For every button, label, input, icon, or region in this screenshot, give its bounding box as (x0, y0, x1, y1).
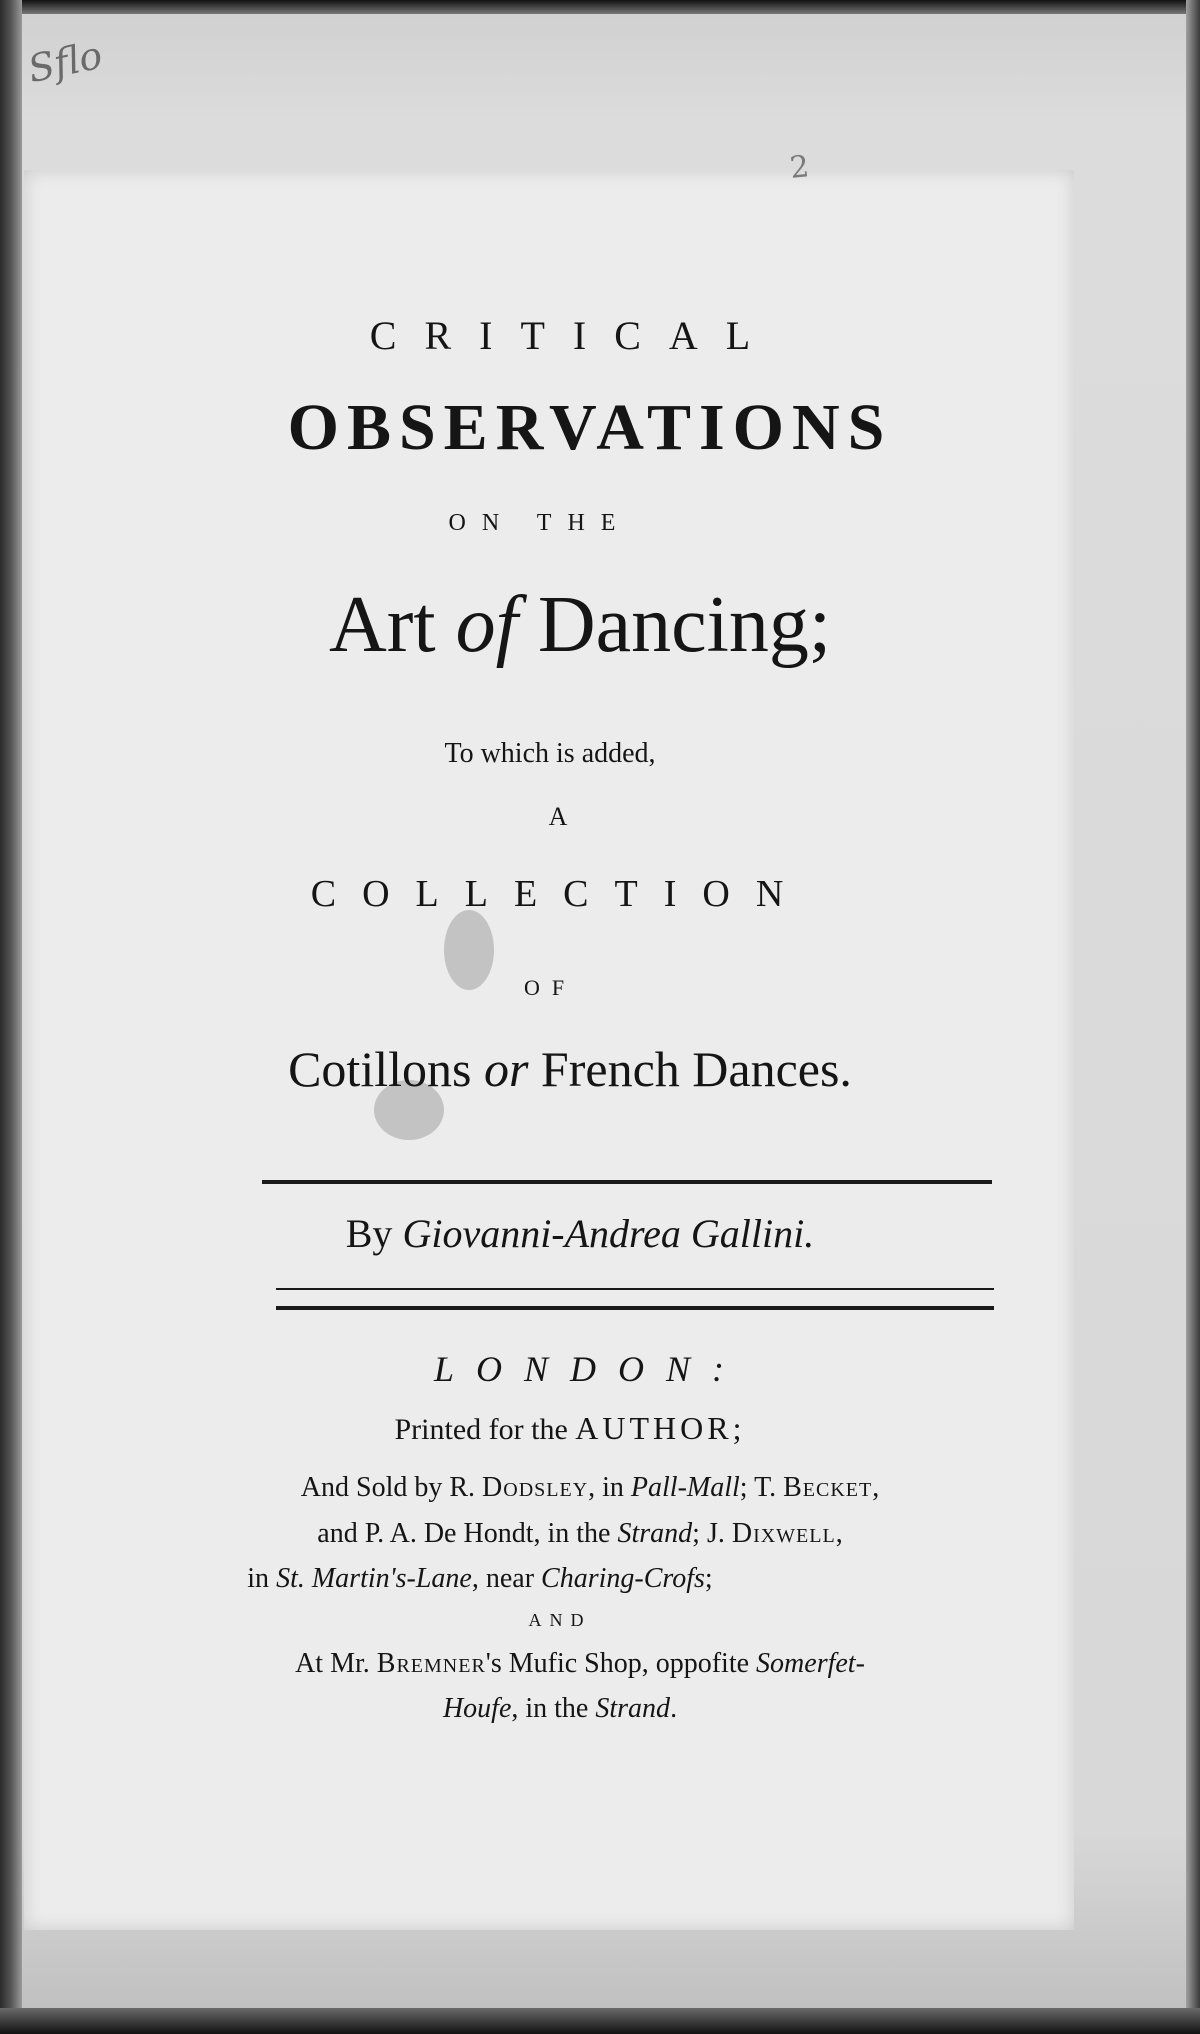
imprint-name-bremner: Bremner (376, 1648, 486, 1679)
imprint-place-strand: Strand (617, 1518, 693, 1549)
rule-above-author (262, 1180, 992, 1184)
rule-below-author-thin (276, 1288, 994, 1290)
imprint-sold-line-2 (0, 1518, 1180, 1550)
imprint-printed-for (0, 1410, 1170, 1447)
rule-below-author-thick (276, 1306, 994, 1310)
title-word-of: of (455, 581, 518, 669)
imprint-sold-line-3 (0, 1563, 1080, 1595)
imprint-printed-for-text: Printed for the (394, 1413, 568, 1446)
imprint-name-becket: Becket (783, 1472, 873, 1503)
imprint-bremner-line-1 (0, 1648, 1180, 1680)
subtitle-cotillons (0, 1040, 1170, 1098)
author-by: By (345, 1211, 393, 1256)
title-line-critical: CRITICAL (369, 313, 779, 358)
imprint-and: AND (528, 1610, 592, 1630)
title-word-art: Art (328, 581, 436, 669)
title-word-dancing: Dancing; (537, 581, 832, 669)
title-line-on-the: ON THE (448, 510, 632, 536)
imprint-place-pall-mall: Pall-Mall (630, 1472, 740, 1503)
imprint-author-caps: AUTHOR; (575, 1410, 746, 1446)
subtitle-word-or: or (483, 1041, 529, 1097)
imprint-place-strand: Strand (595, 1693, 671, 1724)
subtitle-a: A (548, 802, 572, 831)
imprint-text: , in the (511, 1693, 596, 1724)
imprint-text: , (872, 1472, 880, 1503)
imprint-bremner-line-2 (0, 1693, 1160, 1725)
imprint-text: And Sold by R. (300, 1472, 483, 1503)
imprint-text: in (247, 1563, 277, 1594)
subtitle-word-french-dances: French Dances. (540, 1041, 852, 1097)
imprint-place-charing-cross: Charing-Crofs (541, 1563, 705, 1594)
author-line (0, 1210, 1180, 1257)
title-line-observations: OBSERVATIONS (287, 391, 893, 464)
subtitle-to-which: To which is added, (444, 738, 656, 769)
imprint-place-st-martins-lane: St. Martin's-Lane (276, 1563, 472, 1594)
subtitle-of: OF (523, 975, 577, 1000)
imprint-place-house: Houfe (442, 1693, 512, 1724)
imprint-text: , near (471, 1563, 542, 1594)
imprint-text: ; T. (739, 1472, 784, 1503)
imprint-sold-line-1 (0, 1472, 1190, 1504)
imprint-text: ; (704, 1563, 713, 1594)
imprint-place-somerset: Somerfet- (756, 1648, 865, 1679)
subtitle-word-cotillons: Cotillons (288, 1041, 472, 1097)
imprint-name-dodsley: Dodsley (482, 1472, 589, 1503)
title-line-art-of-dancing (0, 580, 1180, 671)
marginalia-page-number: 2 (788, 149, 811, 186)
imprint-text: 's Mufic Shop, oppofite (485, 1648, 757, 1679)
imprint-text: ; J. (692, 1518, 732, 1549)
imprint-name-dixwell: Dixwell (731, 1518, 836, 1549)
author-name: Giovanni-Andrea Gallini. (402, 1211, 815, 1256)
imprint-text: , (835, 1518, 843, 1549)
marginalia-top-left: Sflo (24, 32, 107, 92)
imprint-london: LONDON: (433, 1349, 747, 1389)
subtitle-collection: COLLECTION (310, 873, 810, 915)
imprint-text: and P. A. De Hondt, in the (317, 1518, 618, 1549)
imprint-text: At Mr. (295, 1648, 377, 1679)
imprint-text: . (670, 1693, 678, 1724)
imprint-text: , in (588, 1472, 631, 1503)
